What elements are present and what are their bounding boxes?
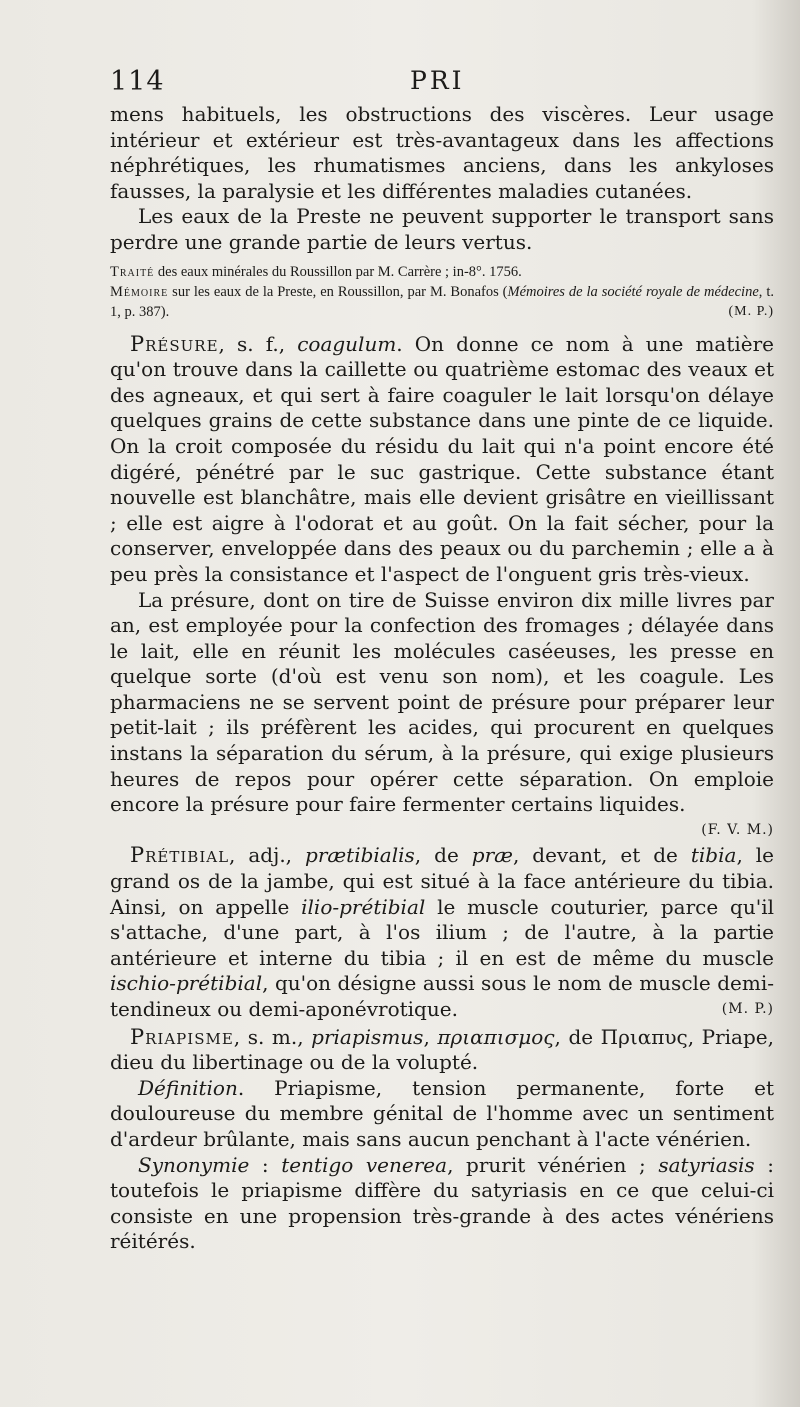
author-signature: (M. P.) [721, 1001, 774, 1017]
entry-greek: Πριαπυς [600, 1024, 688, 1049]
entry-latin: prætibialis [305, 843, 415, 868]
entry-text: , [423, 1024, 438, 1049]
reference-text: , t. 1, p. 387). [110, 283, 774, 320]
entry-priapisme [110, 1025, 774, 1076]
reference-lead: Mémoire [110, 283, 169, 300]
entry-headword: Prétibial [130, 843, 230, 868]
entry-headword: Présure [130, 331, 219, 356]
paragraph-continuation: mens habituels, les obstructions des viscères. Leur usage intérieur et extérieur est très-avantageux dans les affections néphrétiques, les rhumatismes anciens, dans les ankyloses fausses, la paralysie et les différentes maladies cutanées. [110, 102, 774, 203]
entry-pos: , s. m., [233, 1024, 312, 1049]
entry-pos: , s. f., [218, 331, 298, 356]
entry-text: , qu'on désigne aussi sous le nom de muscle demi-tendineux ou demi-aponévrotique. [110, 971, 774, 1021]
entry-presure-para2: La présure, dont on tire de Suisse environ dix mille livres par an, est employée pour la confection des fromages ; délayée dans le lait, elle en réunit les molécules caséeuses, les presse en quelque sorte (d'où est venu son nom), et les coagule. Les pharmaciens ne se servent point de présure pour préparer leur petit-lait ; ils préfèrent les acides, qui procurent en quelques instans la séparation du sérum, à la présure, qui exige plusieurs heures de repos pour opérer cette séparation. On emploie encore la présure pour faire fermenter certains liquides. [110, 587, 774, 817]
entry-headword: Priapisme [130, 1024, 234, 1049]
entry-text: , le grand os de la jambe, qui est situé à la face antérieure du tibia. Ainsi, on appelle [110, 843, 775, 919]
entry-term: tentigo venerea [281, 1152, 448, 1177]
entry-term: ilio-prétibial [301, 894, 426, 919]
entry-term: ischio-prétibial [110, 971, 263, 996]
reference-bonafos [110, 282, 774, 322]
running-header [110, 66, 768, 102]
reference-text: des eaux minérales du Roussillon par M. Carrère ; in-8°. 1756. [154, 263, 522, 280]
entry-text: , de [554, 1024, 601, 1049]
entry-pos: , adj., [229, 843, 306, 868]
entry-text: : [249, 1152, 282, 1177]
priapisme-synonymie [110, 1153, 774, 1255]
entry-term: satyriasis [658, 1152, 755, 1177]
entry-text: : toutefois le priapisme diffère du satyriasis en ce que celui-ci consiste en une propension très-grande à des actes vénériens réitérés. [110, 1152, 774, 1254]
entry-latin: tibia [690, 843, 737, 868]
reference-carrere [110, 262, 774, 282]
section-label: Synonymie [138, 1152, 250, 1177]
author-signature: (F. V. M.) [701, 821, 774, 838]
page-number: 114 [110, 66, 165, 97]
entry-text: , Priape, dieu du libertinage ou de la volupté. [110, 1024, 774, 1075]
entry-latin: coagulum [297, 331, 397, 356]
entry-text: , prurit vénérien ; [447, 1152, 659, 1177]
section-label: Définition [138, 1075, 238, 1100]
entry-text: , de [414, 843, 472, 868]
priapisme-definition [110, 1076, 774, 1153]
entry-greek: πριαπισμος [437, 1024, 555, 1049]
reference-text: sur les eaux de la Preste, en Roussillon, par M. Bonafos ( [168, 283, 508, 300]
entry-text: . Priapisme, tension permanente, forte et douloureuse du membre génital de l'homme avec un sentiment d'ardeur brûlante, mais sans aucun penchant à l'acte vénérien. [110, 1075, 774, 1151]
entry-pretibial [110, 843, 774, 1022]
entry-latin: præ [471, 843, 513, 868]
entry-presure [110, 332, 774, 588]
paragraph-preste: Les eaux de la Preste ne peuvent supporter le transport sans perdre une grande partie de leurs vertus. [110, 204, 774, 254]
reference-lead: Traité [110, 263, 155, 280]
entry-latin: priapismus [311, 1024, 424, 1049]
author-signature: (M. P.) [728, 303, 774, 319]
reference-title: Mémoires de la société royale de médecine [507, 283, 759, 300]
entry-text: , devant, et de [512, 843, 691, 868]
body-text [110, 102, 774, 1255]
entry-text: . On donne ce nom à une matière qu'on trouve dans la caillette ou quatrième estomac des veaux et des agneaux, et qui sert à faire coaguler le lait lorsqu'on délaye quelques grains de cette substance dans une pinte de ce liquide. On la croit composée du résidu du lait qui n'a point encore été digéré, pénétré par le suc gastrique. Cette substance étant nouvelle est blanchâtre, mais elle devient grisâtre en vieillissant ; elle est aigre à l'odorat et au goût. On la fait sécher, pour la conserver, enveloppée dans des peaux ou du parchemin ; elle a à peu près la consistance et l'aspect de l'onguent gris très-vieux. [110, 331, 774, 586]
running-title: PRI [410, 66, 465, 95]
entry-text: le muscle couturier, parce qu'il s'attache, d'une part, à l'os ilium ; de l'autre, à la partie antérieure et interne du tibia ; il en est de même du muscle [110, 894, 774, 970]
